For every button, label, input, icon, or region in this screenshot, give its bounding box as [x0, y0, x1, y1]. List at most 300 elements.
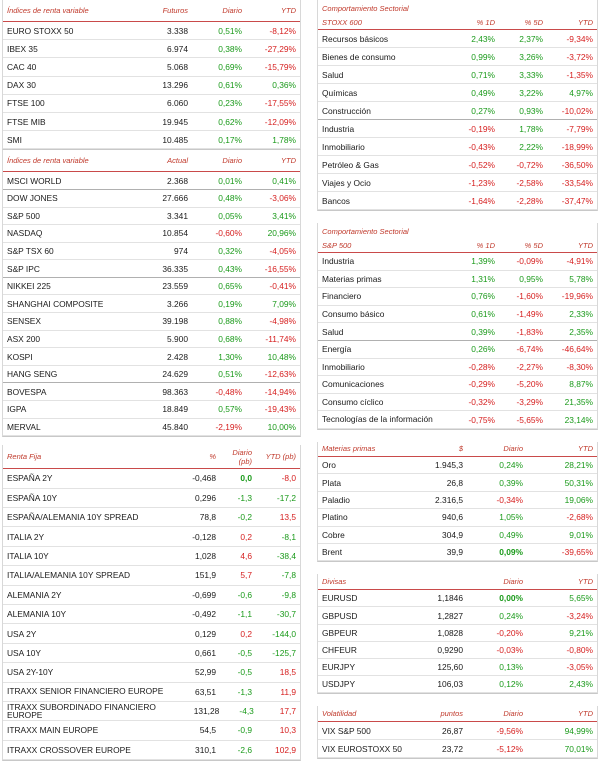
- table-row: [318, 544, 597, 561]
- table-row: [3, 22, 300, 40]
- table-row: [3, 401, 300, 419]
- row-value-v1: 54,5: [199, 725, 216, 736]
- row-value-v2: -0,20%: [496, 627, 523, 638]
- header-col-c2: % 5D: [524, 18, 543, 27]
- row-value-v1: -0,52%: [468, 159, 495, 170]
- row-value-v3: 0,41%: [272, 175, 296, 186]
- row-value-v3: 70,01%: [564, 743, 593, 754]
- row-label: DOW JONES: [7, 193, 58, 204]
- row-value-v1: 125,60: [437, 662, 463, 673]
- row-value-v1: 0,296: [195, 492, 216, 503]
- row-label: Construcción: [322, 105, 371, 116]
- header-col-c1: puntos: [440, 709, 463, 719]
- row-value-v2: 0,43%: [218, 263, 242, 274]
- row-value-v3: -144,0: [272, 628, 296, 639]
- row-value-v3: -12,09%: [264, 116, 296, 127]
- row-value-v2: -0,72%: [516, 159, 543, 170]
- row-value-v3: -37,47%: [561, 195, 593, 206]
- row-value-v2: -3,29%: [516, 397, 543, 408]
- row-label: MSCI WORLD: [7, 175, 62, 186]
- row-value-v2: 3,33%: [519, 69, 543, 80]
- row-label: ESPAÑA 2Y: [7, 473, 53, 484]
- row-value-v3: 17,7: [279, 706, 296, 717]
- row-label: S&P TSX 60: [7, 245, 54, 256]
- row-value-v3: -7,79%: [566, 123, 593, 134]
- row-label: CHFEUR: [322, 644, 357, 655]
- table-row: [3, 313, 300, 331]
- table-row: [318, 288, 597, 306]
- row-value-v1: 2.368: [167, 175, 188, 186]
- row-label: ALEMANIA 10Y: [7, 609, 67, 620]
- row-label: FTSE 100: [7, 98, 45, 109]
- header-col-c2: % 5D: [524, 241, 543, 250]
- row-value-v3: -18,99%: [561, 141, 593, 152]
- row-value-v2: 1,78%: [519, 123, 543, 134]
- table-row: [3, 331, 300, 349]
- row-value-v1: 0,71%: [471, 69, 495, 80]
- row-label: Bancos: [322, 195, 350, 206]
- table-row: [3, 113, 300, 131]
- row-label: EURO STOXX 50: [7, 25, 74, 36]
- table-row: [3, 366, 300, 384]
- row-value-v2: -5,20%: [516, 379, 543, 390]
- row-value-v3: -8,1: [281, 531, 296, 542]
- row-value-v1: 10.485: [162, 134, 188, 145]
- row-label: MERVAL: [7, 421, 41, 432]
- row-value-v1: 0,99%: [471, 51, 495, 62]
- row-value-v1: 940,6: [442, 512, 463, 523]
- table-row: [3, 469, 300, 488]
- row-label: Salud: [322, 69, 344, 80]
- row-value-v1: 23.559: [162, 281, 188, 292]
- table-header: [3, 150, 300, 172]
- row-value-v1: -0,75%: [468, 414, 495, 425]
- row-label: USA 10Y: [7, 647, 41, 658]
- table-row: [3, 225, 300, 243]
- row-value-v2: 0,2: [240, 531, 252, 542]
- row-label: SHANGHAI COMPOSITE: [7, 298, 104, 309]
- row-label: Paladio: [322, 494, 350, 505]
- section-title: [318, 223, 597, 239]
- currencies-table: [317, 574, 598, 694]
- row-label: USDJPY: [322, 679, 356, 690]
- row-value-v3: -3,72%: [566, 51, 593, 62]
- row-value-v3: -38,4: [276, 550, 296, 561]
- row-label: Petróleo & Gas: [322, 159, 379, 170]
- volatility-table: [317, 706, 598, 759]
- row-label: GBPUSD: [322, 610, 358, 621]
- table-row: [318, 625, 597, 642]
- row-value-v2: -1,3: [237, 492, 252, 503]
- row-value-v2: -2,28%: [516, 195, 543, 206]
- row-value-v2: 0,19%: [218, 298, 242, 309]
- row-value-v3: -9,34%: [566, 33, 593, 44]
- row-label: USA 2Y: [7, 628, 37, 639]
- row-label: ITRAXX SUBORDINADO FINANCIERO EUROPE: [7, 702, 156, 720]
- row-value-v2: 0,05%: [218, 210, 242, 221]
- table-row: [3, 419, 300, 437]
- row-label: NASDAQ: [7, 228, 43, 239]
- row-value-v3: 10,48%: [267, 351, 296, 362]
- row-value-v3: -8,30%: [566, 361, 593, 372]
- row-value-v1: 1,1846: [437, 593, 463, 604]
- table-row: [3, 624, 300, 643]
- commodities-table: [317, 442, 598, 562]
- row-value-v1: 0,76%: [471, 291, 495, 302]
- row-value-v2: 0,24%: [499, 610, 523, 621]
- table-row: [3, 605, 300, 624]
- row-label: Materias primas: [322, 273, 382, 284]
- row-value-v1: -0,699: [192, 589, 216, 600]
- row-value-v2: -2,6: [237, 744, 252, 755]
- table-row: [3, 508, 300, 527]
- row-label: Industria: [322, 256, 355, 267]
- section-title-text: Comportamiento Sectorial: [322, 3, 409, 13]
- row-label: Platino: [322, 512, 348, 523]
- row-label: Inmobiliario: [322, 361, 365, 372]
- table-row: [318, 102, 597, 120]
- row-value-v1: 52,99: [195, 667, 216, 678]
- row-value-v3: 9,21%: [569, 627, 593, 638]
- table-row: [318, 84, 597, 102]
- table-row: [3, 566, 300, 585]
- table-header: [318, 706, 597, 722]
- row-value-v1: -0,32%: [468, 397, 495, 408]
- row-label: S&P 500: [7, 210, 40, 221]
- row-value-v1: 6.060: [167, 98, 188, 109]
- row-value-v1: 2.316,5: [435, 494, 463, 505]
- header-name: Renta Fija: [7, 452, 42, 462]
- table-row: [318, 509, 597, 526]
- row-value-v2: 0,24%: [499, 460, 523, 471]
- row-value-v2: 0,95%: [519, 273, 543, 284]
- row-value-v2: 0,32%: [218, 245, 242, 256]
- row-value-v1: 98.363: [162, 386, 188, 397]
- header-col-c2: Diario (pb): [232, 447, 252, 466]
- row-value-v1: 1,2827: [437, 610, 463, 621]
- row-value-v2: -9,56%: [496, 725, 523, 736]
- table-row: [318, 323, 597, 341]
- table-row: [3, 721, 300, 740]
- row-value-v2: 0,00%: [499, 593, 523, 604]
- table-row: [318, 376, 597, 394]
- row-value-v3: 3,41%: [272, 210, 296, 221]
- row-value-v2: -0,5: [237, 647, 252, 658]
- header-name: Volatilidad: [322, 709, 357, 719]
- row-value-v3: -4,98%: [269, 316, 296, 327]
- row-value-v2: 1,05%: [499, 512, 523, 523]
- row-value-v3: -30,7: [276, 609, 296, 620]
- row-value-v1: 0,39%: [471, 326, 495, 337]
- row-value-v2: 0,51%: [218, 25, 242, 36]
- row-value-v1: 1,028: [195, 550, 216, 561]
- row-value-v3: -3,06%: [269, 193, 296, 204]
- row-value-v1: 131,28: [193, 706, 220, 717]
- row-value-v1: 78,8: [199, 512, 216, 523]
- table-row: [318, 659, 597, 676]
- row-value-v1: 5.900: [167, 333, 188, 344]
- table-row: [318, 642, 597, 659]
- table-row: [3, 131, 300, 149]
- row-value-v1: 36.335: [162, 263, 188, 274]
- row-value-v1: -1,23%: [468, 177, 495, 188]
- table-row: [318, 341, 597, 359]
- row-value-v3: 50,31%: [564, 477, 593, 488]
- row-value-v3: -12,63%: [264, 369, 296, 380]
- row-value-v1: 0,49%: [471, 87, 495, 98]
- header-col-c3: YTD (pb): [265, 452, 296, 462]
- row-value-v2: -2,58%: [516, 177, 543, 188]
- table-row: [318, 607, 597, 624]
- row-value-v2: -0,9: [237, 725, 252, 736]
- table-row: [3, 348, 300, 366]
- row-value-v2: 0,09%: [499, 547, 523, 558]
- section-title-text: Comportamiento Sectorial: [322, 226, 409, 236]
- table-header: [3, 0, 300, 22]
- row-value-v2: -0,34%: [496, 494, 523, 505]
- row-label: Financiero: [322, 291, 362, 302]
- row-value-v1: 39.198: [162, 316, 188, 327]
- row-value-v3: -3,24%: [566, 610, 593, 621]
- table-row: [3, 40, 300, 58]
- table-row: [3, 683, 300, 702]
- row-label: IGPA: [7, 404, 27, 415]
- row-value-v3: -2,68%: [566, 512, 593, 523]
- row-label: ESPAÑA 10Y: [7, 492, 58, 503]
- table-row: [318, 457, 597, 474]
- table-row: [3, 208, 300, 226]
- row-value-v3: 23,14%: [564, 414, 593, 425]
- row-value-v1: 304,9: [442, 529, 463, 540]
- row-label: Tecnologías de la información: [322, 415, 433, 424]
- row-value-v3: 21,35%: [564, 397, 593, 408]
- header-col-c2: Diario: [222, 6, 242, 15]
- header-col-c3: YTD: [578, 577, 593, 587]
- futures-equity-indices-table: [2, 0, 301, 150]
- row-value-v3: 1,78%: [272, 134, 296, 145]
- row-value-v1: 0,129: [195, 628, 216, 639]
- row-value-v3: 0,36%: [272, 80, 296, 91]
- row-label: Viajes y Ocio: [322, 177, 371, 188]
- row-value-v1: 974: [174, 245, 188, 256]
- right-column: [317, 0, 598, 759]
- table-row: [318, 253, 597, 271]
- row-label: Oro: [322, 460, 336, 471]
- row-label: NIKKEI 225: [7, 281, 51, 292]
- row-value-v3: 5,78%: [569, 273, 593, 284]
- table-row: [318, 492, 597, 509]
- table-row: [3, 383, 300, 401]
- row-value-v1: 0,61%: [471, 309, 495, 320]
- header-col-c1: Futuros: [162, 6, 188, 15]
- equity-indices-table: [2, 150, 301, 437]
- row-value-v1: 13.296: [162, 80, 188, 91]
- row-value-v3: 5,65%: [569, 593, 593, 604]
- header-col-c3: YTD: [578, 241, 593, 250]
- row-value-v2: -2,19%: [215, 421, 242, 432]
- row-value-v2: -1,49%: [516, 309, 543, 320]
- row-value-v3: 10,3: [279, 725, 296, 736]
- row-value-v1: 23,72: [442, 743, 463, 754]
- row-value-v3: -4,05%: [269, 245, 296, 256]
- row-value-v2: 0,61%: [218, 80, 242, 91]
- row-value-v3: 2,35%: [569, 326, 593, 337]
- table-row: [318, 192, 597, 210]
- row-value-v2: 0,65%: [218, 281, 242, 292]
- row-value-v3: 94,99%: [564, 725, 593, 736]
- row-value-v3: 8,87%: [569, 379, 593, 390]
- row-value-v1: -0,468: [192, 473, 216, 484]
- row-label: EURUSD: [322, 593, 358, 604]
- row-value-v2: 0,13%: [499, 662, 523, 673]
- row-value-v2: -1,83%: [516, 326, 543, 337]
- row-value-v3: -10,02%: [561, 105, 593, 116]
- row-label: ITALIA/ALEMANIA 10Y SPREAD: [7, 570, 131, 581]
- row-value-v2: 0,57%: [218, 404, 242, 415]
- row-value-v3: 28,21%: [564, 460, 593, 471]
- row-value-v1: 45.840: [162, 421, 188, 432]
- row-label: Consumo básico: [322, 309, 385, 320]
- row-label: Plata: [322, 477, 342, 488]
- spacer: [2, 437, 301, 445]
- header-name: Divisas: [322, 577, 347, 587]
- spacer: [317, 562, 598, 574]
- row-value-v3: -7,8: [281, 570, 296, 581]
- header-name: Índices de renta variable: [7, 6, 89, 15]
- row-value-v3: -15,79%: [264, 61, 296, 72]
- row-value-v3: 2,33%: [569, 309, 593, 320]
- row-value-v3: -19,43%: [264, 404, 296, 415]
- sector-sp500-table: [317, 223, 598, 430]
- row-value-v1: 1,31%: [471, 273, 495, 284]
- row-value-v2: -1,1: [237, 609, 252, 620]
- row-value-v2: 5,7: [240, 570, 252, 581]
- row-value-v2: 2,22%: [519, 141, 543, 152]
- table-header: [318, 442, 597, 457]
- row-label: FTSE MIB: [7, 116, 46, 127]
- row-label: Energía: [322, 344, 352, 355]
- header-col-c2: Diario: [503, 709, 523, 719]
- row-value-v1: 106,03: [437, 679, 463, 690]
- row-label: IBEX 35: [7, 43, 38, 54]
- row-label: DAX 30: [7, 80, 36, 91]
- row-label: ITALIA 10Y: [7, 550, 49, 561]
- table-row: [3, 260, 300, 278]
- row-value-v3: 4,97%: [569, 87, 593, 98]
- table-row: [318, 306, 597, 324]
- header-col-c2: Diario: [503, 577, 523, 587]
- row-value-v3: -8,0: [281, 473, 296, 484]
- section-title: [318, 0, 597, 16]
- table-row: [318, 48, 597, 66]
- row-value-v2: 0,68%: [218, 333, 242, 344]
- row-value-v2: -0,5: [237, 667, 252, 678]
- row-value-v3: 19,06%: [564, 494, 593, 505]
- table-row: [3, 489, 300, 508]
- table-row: [3, 77, 300, 95]
- table-row: [3, 295, 300, 313]
- table-row: [318, 359, 597, 377]
- row-value-v3: -0,80%: [566, 644, 593, 655]
- row-value-v1: 310,1: [195, 744, 216, 755]
- table-row: [318, 156, 597, 174]
- header-col-c2: Diario: [222, 156, 242, 166]
- row-value-v3: -0,41%: [269, 281, 296, 292]
- row-value-v2: 0,39%: [499, 477, 523, 488]
- row-value-v1: 1,0828: [437, 627, 463, 638]
- row-value-v1: 39,9: [446, 547, 463, 558]
- row-value-v1: 1,39%: [471, 256, 495, 267]
- row-value-v2: 0,2: [240, 628, 252, 639]
- row-value-v1: 3.266: [167, 298, 188, 309]
- table-header: [318, 574, 597, 590]
- row-label: Inmobiliario: [322, 141, 365, 152]
- row-value-v1: 2,43%: [471, 33, 495, 44]
- row-value-v1: 24.629: [162, 369, 188, 380]
- table-row: [318, 66, 597, 84]
- row-value-v1: -0,43%: [468, 141, 495, 152]
- row-label: ITRAXX CROSSOVER EUROPE: [7, 744, 131, 755]
- row-value-v3: -17,55%: [264, 98, 296, 109]
- row-label: ITALIA 2Y: [7, 531, 45, 542]
- row-label: ASX 200: [7, 333, 41, 344]
- row-value-v2: 0,62%: [218, 116, 242, 127]
- row-value-v1: -0,28%: [468, 361, 495, 372]
- row-label: Químicas: [322, 87, 358, 98]
- table-row: [318, 474, 597, 491]
- row-label: ESPAÑA/ALEMANIA 10Y SPREAD: [7, 512, 139, 523]
- row-value-v3: -125,7: [272, 647, 296, 658]
- spacer: [317, 694, 598, 706]
- row-value-v2: 0,17%: [218, 134, 242, 145]
- row-value-v2: 0,12%: [499, 679, 523, 690]
- row-value-v2: -0,09%: [516, 256, 543, 267]
- row-value-v3: 13,5: [279, 512, 296, 523]
- row-value-v2: -0,6: [237, 589, 252, 600]
- row-label: Brent: [322, 547, 343, 558]
- row-label: ITRAXX SENIOR FINANCIERO EUROPE: [7, 687, 164, 696]
- row-value-v2: 0,69%: [218, 61, 242, 72]
- row-value-v2: -5,65%: [516, 414, 543, 425]
- row-value-v1: 18.849: [162, 404, 188, 415]
- row-value-v2: 0,51%: [218, 369, 242, 380]
- row-value-v3: 7,09%: [272, 298, 296, 309]
- row-value-v3: -1,35%: [566, 69, 593, 80]
- row-value-v1: 3.338: [167, 25, 188, 36]
- row-label: SENSEX: [7, 316, 41, 327]
- row-value-v1: 0,661: [195, 647, 216, 658]
- row-value-v1: 2.428: [167, 351, 188, 362]
- spacer: [317, 211, 598, 223]
- table-row: [3, 547, 300, 566]
- table-header: [318, 16, 597, 30]
- row-value-v2: -1,3: [237, 686, 252, 697]
- header-col-c2: Diario: [503, 444, 523, 454]
- row-value-v2: 4,6: [240, 550, 252, 561]
- row-value-v1: 1.945,3: [435, 460, 463, 471]
- sector-stoxx600-table: [317, 0, 598, 211]
- table-row: [3, 741, 300, 760]
- table-row: [318, 722, 597, 740]
- row-value-v3: -17,2: [276, 492, 296, 503]
- fixed-income-table: [2, 445, 301, 761]
- table-row: [318, 590, 597, 607]
- row-value-v2: 1,30%: [218, 351, 242, 362]
- row-label: ITRAXX MAIN EUROPE: [7, 725, 99, 736]
- table-header: [318, 239, 597, 253]
- header-name: Índices de renta variable: [7, 156, 89, 166]
- table-row: [3, 172, 300, 190]
